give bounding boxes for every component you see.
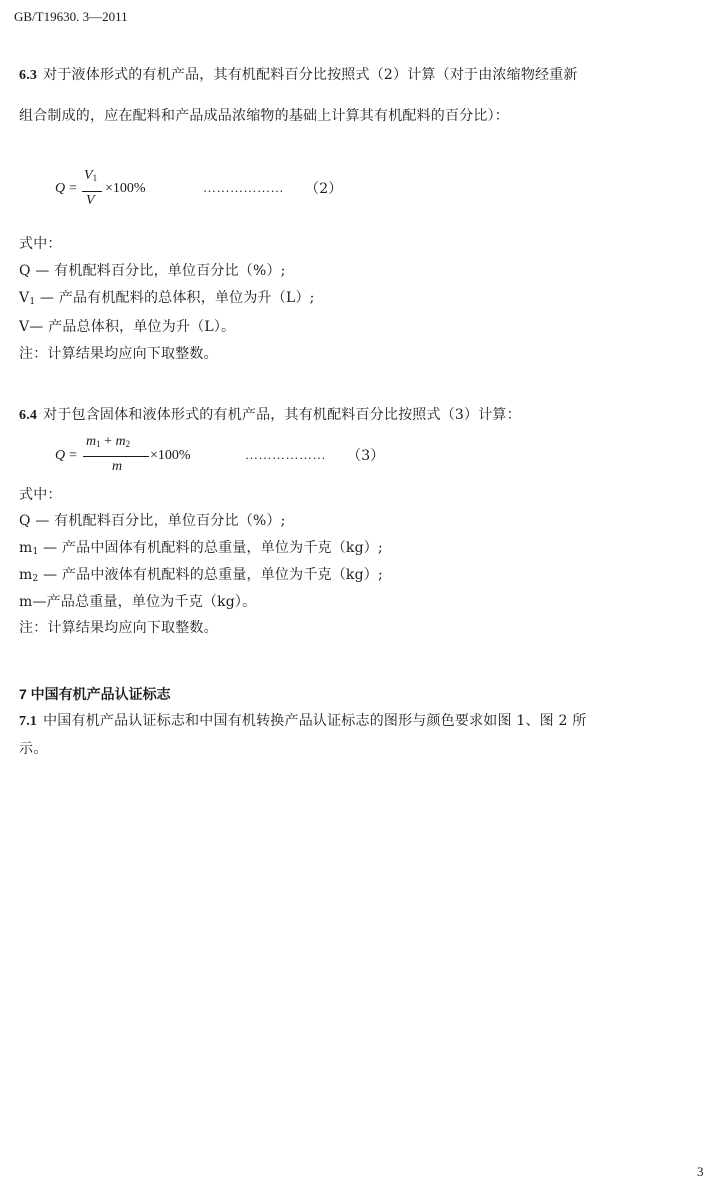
equation-label-3: （3）: [347, 448, 385, 464]
formula-numerator: $V_1$: [84, 168, 98, 183]
note: 注：计算结果均应向下取整数。: [19, 620, 218, 636]
leader-dots: ………………: [245, 447, 326, 462]
var-m1: $m_1$ — 产品中固体有机配料的总重量，单位为千克（kg）;: [19, 540, 383, 557]
clause-7-1-cont: 示。: [19, 741, 48, 757]
fraction-bar: [82, 191, 102, 192]
clause-7-1: [19, 712, 586, 731]
formula-3: [53, 434, 243, 479]
clause-text: 对于液体形式的有机产品，其有机配料百分比按照式（2）计算（对于由浓缩物经重新: [43, 67, 578, 83]
formula-multiplier: ×100%: [150, 448, 191, 463]
formula-multiplier: ×100%: [105, 181, 146, 196]
clause-text: 中国有机产品认证标志和中国有机转换产品认证标志的图形与颜色要求如图 1、图 2 所: [43, 713, 587, 729]
clause-text: 对于包含固体和液体形式的有机产品，其有机配料百分比按照式（3）计算：: [43, 407, 521, 423]
var-q: Q — 有机配料百分比，单位百分比（%）;: [19, 263, 286, 279]
page-number: 3: [697, 1164, 704, 1179]
formula-denominator: m: [112, 459, 123, 474]
standard-code: GB/T19630. 3—2011: [14, 9, 128, 24]
where-intro: 式中：: [19, 487, 62, 503]
var-v: V— 产品总体积，单位为升（L）。: [19, 319, 236, 335]
formula-lhs: Q: [55, 181, 66, 196]
clause-number: 6.3: [19, 68, 38, 83]
fraction-bar: [83, 456, 149, 457]
var-v1: $V_1$ — 产品有机配料的总体积，单位为升（L）;: [19, 290, 315, 307]
clause-6-3-cont: 组合制成的，应在配料和产品成品浓缩物的基础上计算其有机配料的百分比）：: [19, 108, 509, 124]
clause-number: 7.1: [19, 714, 38, 729]
clause-6-4: [19, 406, 521, 425]
section-7-heading: 7 中国有机产品认证标志: [19, 686, 171, 702]
formula-equals: =: [69, 181, 77, 196]
formula-lhs: Q: [55, 448, 66, 463]
var-m2: $m_2$ — 产品中液体有机配料的总重量，单位为千克（kg）;: [19, 567, 383, 584]
var-q: Q — 有机配料百分比，单位百分比（%）;: [19, 513, 286, 529]
formula-denominator: V: [86, 193, 95, 208]
leader-dots: ………………: [203, 180, 284, 195]
clause-6-3: [19, 66, 578, 85]
equation-label-2: （2）: [305, 181, 343, 197]
var-m: m—产品总重量，单位为千克（kg）。: [19, 594, 257, 610]
clause-number: 6.4: [19, 408, 38, 423]
note: 注：计算结果均应向下取整数。: [19, 346, 218, 362]
formula-equals: =: [69, 448, 77, 463]
where-intro: 式中：: [19, 236, 62, 252]
formula-numerator: $m_1 + m_2$: [86, 434, 131, 449]
